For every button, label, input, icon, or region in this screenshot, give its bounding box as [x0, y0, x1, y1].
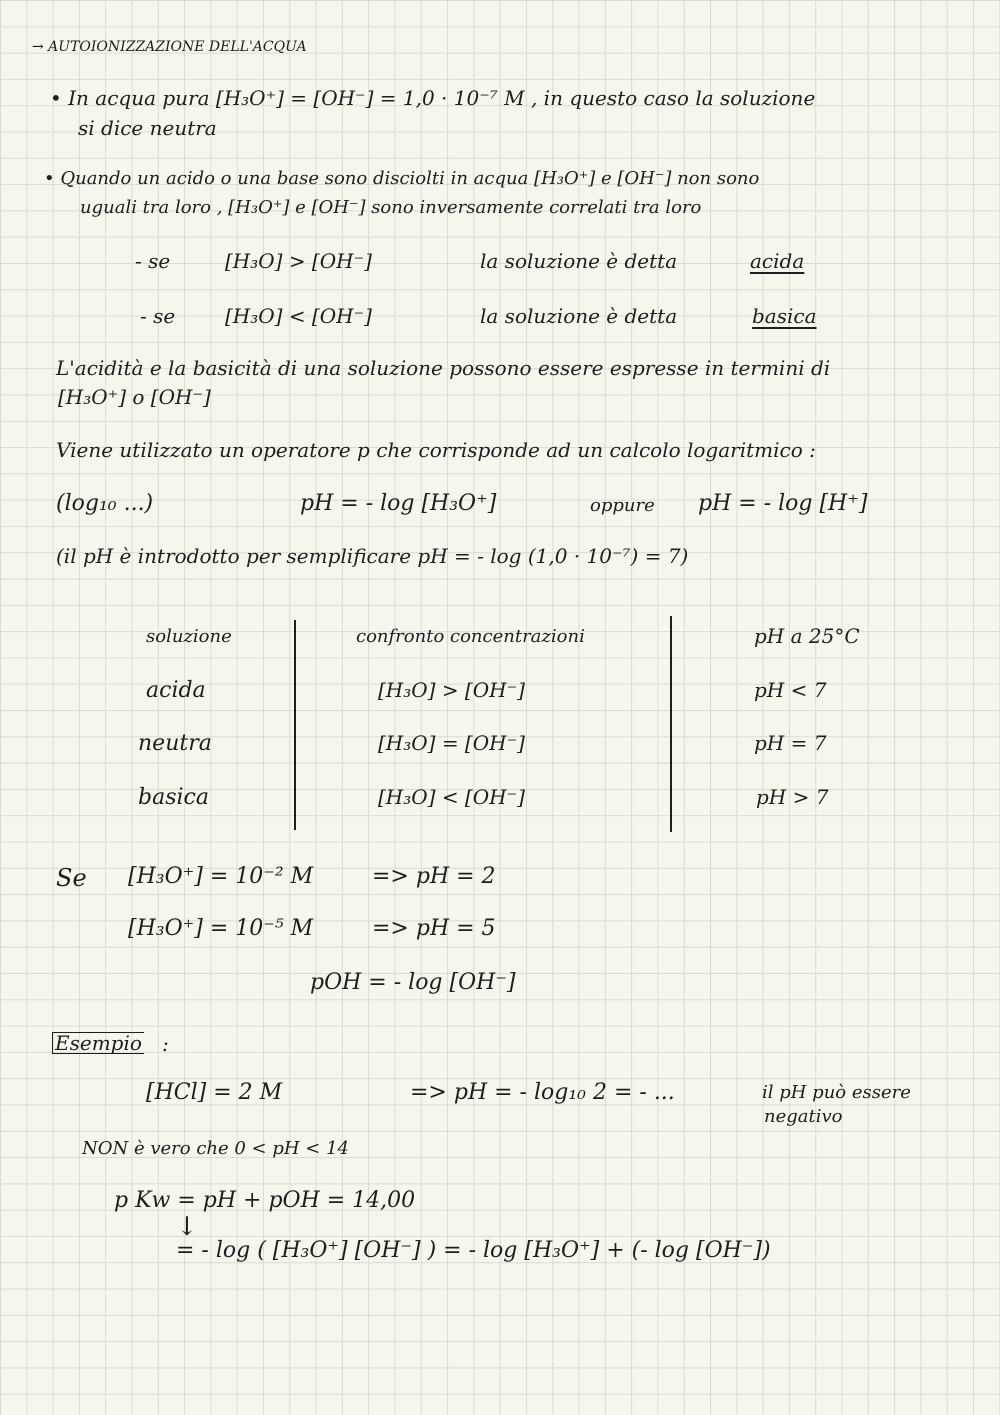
pure-water-line1: • In acqua pura [H₃O⁺] = [OH⁻] = 1,0 · 10⁻⁷ M , in questo caso la soluzione	[50, 86, 816, 110]
section-heading: → AUTOIONIZZAZIONE DELL'ACQUA	[32, 39, 307, 55]
table-row-neutral-ph: pH = 7	[754, 731, 827, 755]
table-header-solution: soluzione	[146, 626, 232, 647]
table-row-basic-label: basica	[138, 785, 209, 810]
oppure: oppure	[590, 495, 655, 516]
log-note: (log₁₀ ...)	[56, 491, 154, 516]
condition-base-keyword: basica	[752, 304, 817, 328]
example2-left: [H₃O⁺] = 10⁻⁵ M	[128, 916, 314, 941]
table-row-basic-comparison: [H₃O] < [OH⁻]	[378, 785, 525, 809]
operator-p-line: Viene utilizzato un operatore p che corrisponde ad un calcolo logaritmico :	[56, 438, 816, 462]
condition-base-prefix: - se	[140, 304, 176, 328]
condition-base-text: la soluzione è detta	[480, 304, 678, 328]
condition-acid-keyword: acida	[750, 249, 805, 273]
esempio-colon: :	[162, 1032, 169, 1056]
table-header-ph: pH a 25°C	[754, 624, 860, 648]
example2-right: => pH = 5	[372, 916, 496, 941]
table-header-comparison: confronto concentrazioni	[356, 626, 585, 647]
table-divider-2	[670, 616, 672, 832]
table-divider-1	[294, 620, 296, 830]
ph-formula-2: pH = - log [H⁺]	[698, 491, 868, 516]
example1-left: [H₃O⁺] = 10⁻² M	[128, 864, 314, 889]
pure-water-line2: si dice neutra	[78, 116, 217, 140]
acidity-line2: [H₃O⁺] o [OH⁻]	[58, 385, 211, 409]
table-row-neutral-label: neutra	[138, 731, 212, 756]
dissolved-line2: uguali tra loro , [H₃O⁺] e [OH⁻] sono inversamente correlati tra loro	[80, 197, 702, 218]
pkw-line1: p Kw = pH + pOH = 14,00	[114, 1188, 416, 1213]
table-row-acid-comparison: [H₃O] > [OH⁻]	[378, 678, 525, 702]
negative-ph-note-line2: negativo	[764, 1106, 843, 1127]
example1-right: => pH = 2	[372, 864, 496, 889]
condition-acid-text: la soluzione è detta	[480, 249, 678, 273]
pkw-line2: = - log ( [H₃O⁺] [OH⁻] ) = - log [H₃O⁺] + (- log [OH⁻])	[176, 1238, 771, 1263]
table-row-neutral-comparison: [H₃O] = [OH⁻]	[378, 731, 525, 755]
ph-formula-1: pH = - log [H₃O⁺]	[300, 491, 497, 516]
condition-base-formula: [H₃O] < [OH⁻]	[225, 304, 372, 328]
condition-acid-prefix: - se	[135, 249, 171, 273]
table-row-acid-label: acida	[146, 678, 206, 703]
ph-intro-note: (il pH è introdotto per semplificare pH = - log (1,0 · 10⁻⁷) = 7)	[56, 544, 689, 568]
condition-acid-formula: [H₃O] > [OH⁻]	[225, 249, 372, 273]
acidity-line1: L'acidità e la basicità di una soluzione possono essere espresse in termini di	[56, 356, 831, 380]
table-row-acid-ph: pH < 7	[754, 678, 827, 702]
down-arrow-icon: ↓	[176, 1212, 198, 1242]
table-row-basic-ph: pH > 7	[756, 785, 829, 809]
hcl-ph-result: => pH = - log₁₀ 2 = - ...	[410, 1080, 675, 1105]
se-label: Se	[56, 864, 87, 892]
negative-ph-note-line1: il pH può essere	[762, 1082, 911, 1103]
not-true-line: NON è vero che 0 < pH < 14	[82, 1138, 350, 1159]
esempio-label: Esempio	[52, 1032, 144, 1054]
poh-formula: pOH = - log [OH⁻]	[310, 970, 516, 995]
dissolved-line1: • Quando un acido o una base sono disciolti in acqua [H₃O⁺] e [OH⁻] non sono	[44, 168, 760, 189]
hcl-concentration: [HCl] = 2 M	[146, 1080, 283, 1105]
